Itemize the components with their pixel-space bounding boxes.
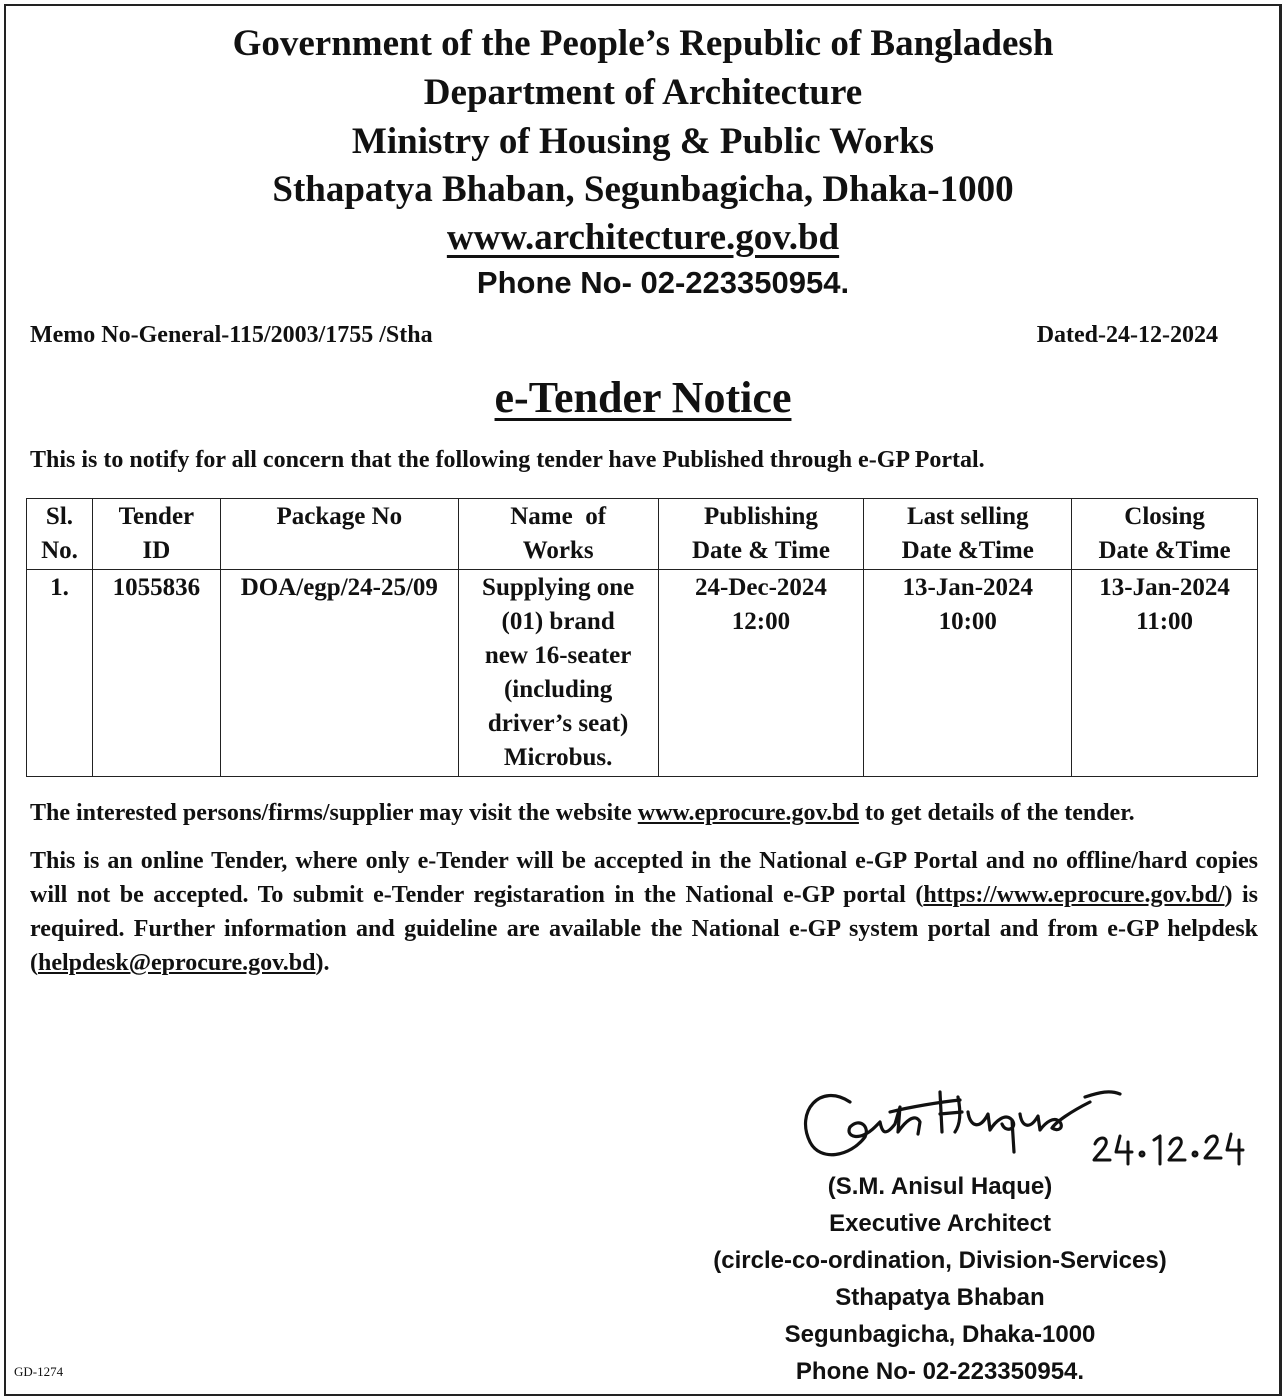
signer-phone: Phone No- 02-223350954. — [795, 1358, 1085, 1385]
cell-tender-id: 1055836 — [92, 570, 220, 777]
header-ministry: Ministry of Housing & Public Works — [351, 121, 935, 162]
cell-last-selling: 13-Jan-2024 10:00 — [864, 570, 1072, 777]
header-department: Department of Architecture — [423, 72, 863, 113]
signer-name: (S.M. Anisul Haque) — [827, 1173, 1053, 1200]
intro-text: This is to notify for all concern that the following tender have Published through e-GP Portal. — [30, 447, 985, 473]
helpdesk-email-link[interactable]: helpdesk@eprocure.gov.bd — [38, 950, 316, 976]
signer-block — [590, 1168, 1286, 1390]
online-tender-paragraph: This is an online Tender, where only e-Tender will be accepted in the National e-GP Portal and no offline/hard copies will not be accepted. To submit e-Tender registaration in the National e-GP portal (https://www.eprocure.gov.bd/) is required. Further information and guideline are available the National e-GP system portal and from e-GP helpdesk (helpdesk@eprocure.gov.bd). — [30, 848, 1259, 976]
notice-title — [0, 372, 1286, 423]
memo-number: Memo No-General-115/2003/1755 /Stha — [30, 322, 433, 348]
cell-works: Supplying one (01) brand new 16-seater (including driver’s seat) Microbus. — [458, 570, 658, 777]
tender-table — [26, 498, 1258, 777]
signer-unit: (circle-co-ordination, Division-Services) — [713, 1247, 1167, 1274]
eprocure-url-link[interactable]: https://www.eprocure.gov.bd/ — [923, 882, 1225, 908]
header-last-selling: Last selling Date &Time — [864, 499, 1072, 570]
header-tender-id: Tender ID — [92, 499, 220, 570]
cell-package-no: DOA/egp/24-25/09 — [220, 570, 458, 777]
header-sl-no: Sl. No. — [27, 499, 93, 570]
memo-date: Dated-24-12-2024 — [1036, 322, 1218, 348]
handwritten-signature — [790, 1072, 1260, 1172]
signer-designation: Executive Architect — [829, 1210, 1051, 1237]
header-website-link[interactable]: www.architecture.gov.bd — [446, 217, 840, 258]
header-address: Sthapatya Bhaban, Segunbagicha, Dhaka-1000 — [272, 169, 1014, 210]
eprocure-link[interactable]: www.eprocure.gov.bd — [637, 800, 859, 826]
header-government: Government of the People’s Republic of Bangladesh — [232, 23, 1054, 64]
website-paragraph: The interested persons/firms/supplier may visit the website www.eprocure.gov.bd to get details of the tender. — [30, 800, 1135, 826]
cell-closing: 13-Jan-2024 11:00 — [1072, 570, 1258, 777]
header-closing: Closing Date &Time — [1072, 499, 1258, 570]
signer-address-1: Sthapatya Bhaban — [835, 1284, 1045, 1311]
header-name-of-works: Name of Works — [458, 499, 658, 570]
table-row — [27, 570, 1258, 777]
cell-publishing: 24-Dec-2024 12:00 — [658, 570, 864, 777]
signer-address-2: Segunbagicha, Dhaka-1000 — [784, 1321, 1096, 1348]
header-phone: Phone No- 02-223350954. — [476, 265, 850, 300]
cell-sl-no: 1. — [27, 570, 93, 777]
header-package-no: Package No — [220, 499, 458, 570]
table-header-row — [27, 499, 1258, 570]
notice-title-text: e-Tender Notice — [494, 373, 792, 422]
document-code: GD-1274 — [14, 1364, 64, 1379]
header-publishing: Publishing Date & Time — [658, 499, 864, 570]
